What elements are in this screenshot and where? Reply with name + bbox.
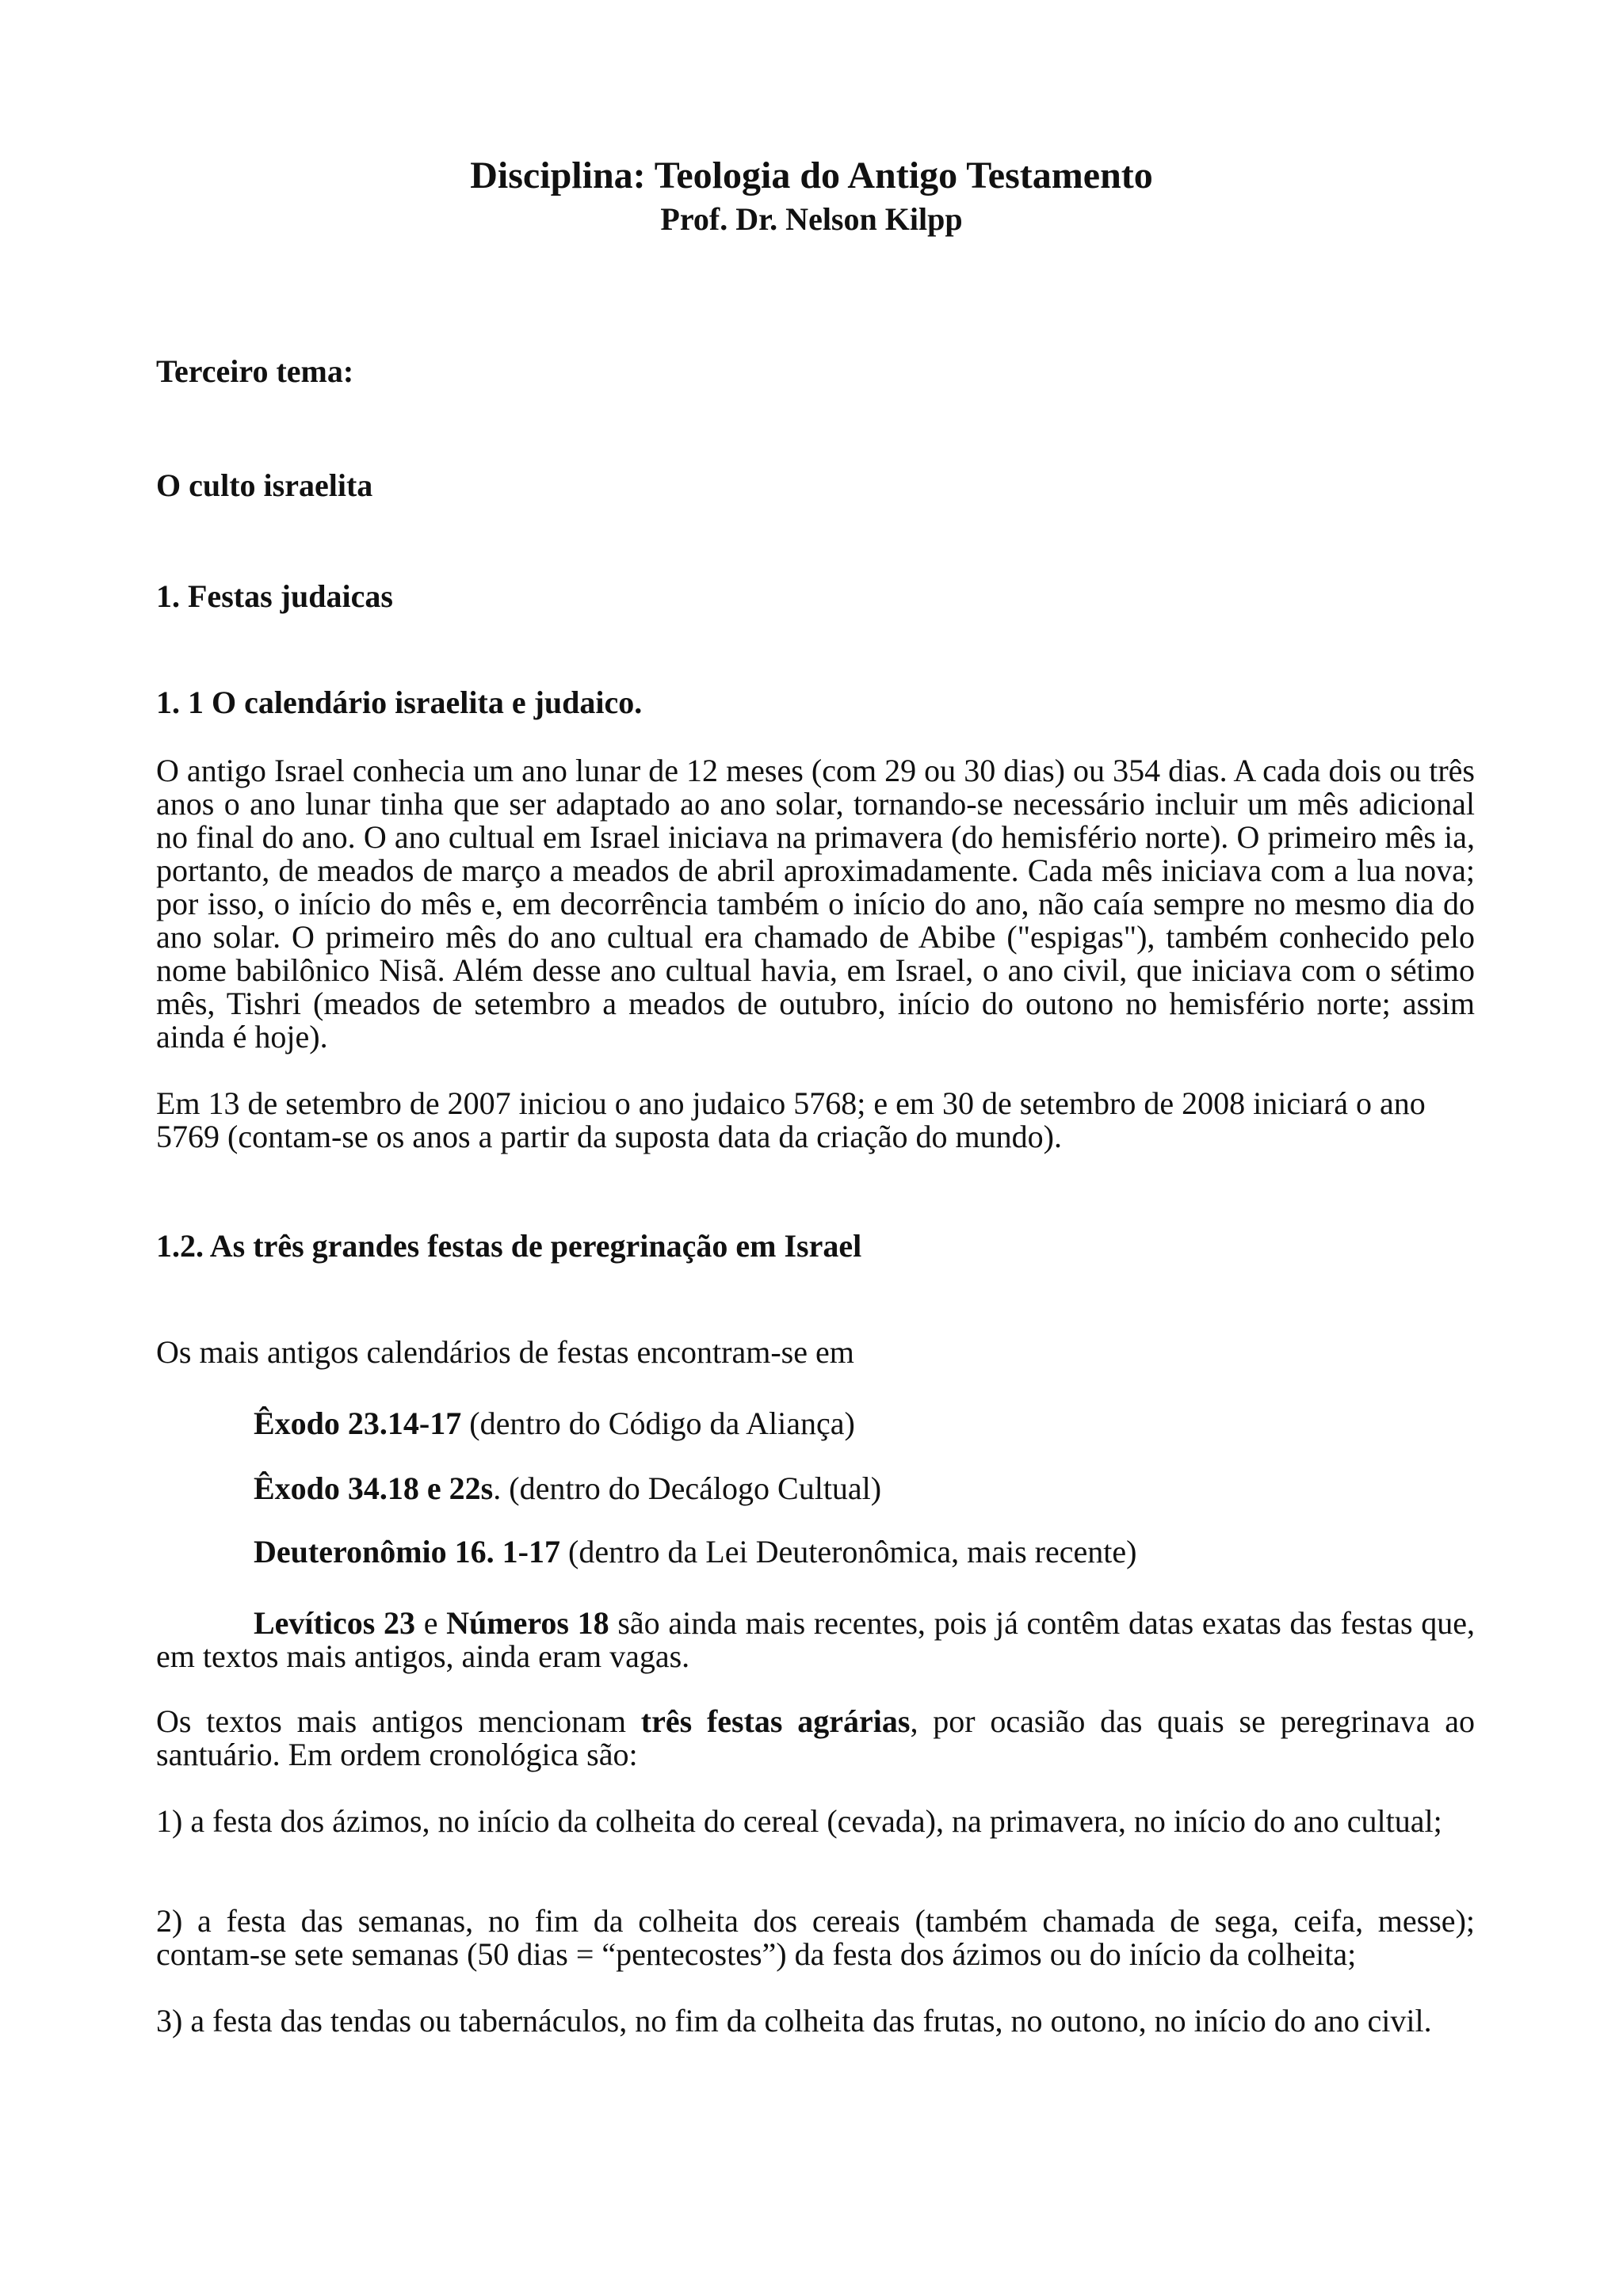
reference-item: [254, 1469, 881, 1508]
professor-name: Prof. Dr. Nelson Kilpp: [660, 201, 963, 237]
document-title: Disciplina: Teologia do Antigo Testamento: [470, 154, 1153, 196]
reference-book: Êxodo 23.14-17: [254, 1405, 462, 1441]
festival-item: 2) a festa das semanas, no fim da colheita dos cereais (também chamada de sega, ceifa, messe); contam-se sete semanas (50 dias = “pentecostes”) da festa dos ázimos ou do início da colheita;: [156, 1903, 1475, 1972]
calendar-paragraph: O antigo Israel conhecia um ano lunar de 12 meses (com 29 ou 30 dias) ou 354 dias. A cada dois ou três anos o ano lunar tinha que ser adaptado ao ano solar, tornando-se necessário incluir um mês adicional no final do ano. O ano cultual em Israel iniciava na primavera (do hemisfério norte). O primeiro mês ia, portanto, de meados de março a meados de abril aproximadamente. Cada mês iniciava com a lua nova; por isso, o início do mês e, em decorrência também o início do ano, não caía sempre no mesmo dia do ano solar. O primeiro mês do ano cultual era chamado de Abibe ("espigas"), também conhecido pelo nome babilônico Nisã. Além desse ano cultual havia, em Israel, o ano civil, que iniciava com o sétimo mês, Tishri (meados de setembro a meados de outubro, início do outono no hemisfério norte; assim ainda é hoje).: [156, 753, 1475, 1055]
section-1-2-heading: 1.2. As três grandes festas de peregrinação em Israel: [156, 1228, 862, 1264]
section-1-1-heading: 1. 1 O calendário israelita e judaico.: [156, 685, 643, 720]
text-span: Os textos mais antigos mencionam: [156, 1703, 641, 1739]
calendars-intro: Os mais antigos calendários de festas encontram-se em: [156, 1334, 854, 1370]
text-span: , por ocasião das quais se peregrinava ao santuário. Em ordem cronológica são:: [156, 1703, 1476, 1772]
reference-book: Números 18: [446, 1605, 609, 1641]
reference-note: . (dentro do Decálogo Cultual): [493, 1470, 882, 1506]
festival-item: 3) a festa das tendas ou tabernáculos, no fim da colheita das frutas, no outono, no início do ano civil.: [156, 2003, 1432, 2039]
reference-note: (dentro da Lei Deuteronômica, mais recente): [560, 1534, 1137, 1569]
reference-book: Êxodo 34.18 e 22s: [254, 1470, 494, 1506]
festivals-intro-paragraph: [156, 1705, 1475, 1772]
year-paragraph: Em 13 de setembro de 2007 iniciou o ano judaico 5768; e em 30 de setembro de 2008 iniciará o ano 5769 (contam-se os anos a partir da suposta data da criação do mundo).: [156, 1085, 1426, 1154]
theme-label: Terceiro tema:: [156, 353, 354, 389]
reference-item: [254, 1404, 855, 1444]
section-1-heading: 1. Festas judaicas: [156, 578, 393, 614]
reference-note: (dentro do Código da Aliança): [461, 1405, 855, 1441]
festival-item: 1) a festa dos ázimos, no início da colheita do cereal (cevada), na primavera, no início do ano cultual;: [156, 1803, 1442, 1839]
text-span: e: [415, 1605, 447, 1641]
later-texts-paragraph: [156, 1607, 1475, 1673]
reference-item: [254, 1532, 1136, 1572]
reference-book: Deuteronômio 16. 1-17: [254, 1534, 560, 1569]
reference-book: Levíticos 23: [254, 1605, 415, 1641]
theme-title: O culto israelita: [156, 467, 373, 503]
emphasis: três festas agrárias: [640, 1703, 911, 1739]
text-span: são ainda mais recentes, pois já contêm datas exatas das festas que, em textos mais antigos, ainda eram vagas.: [156, 1605, 1475, 1674]
